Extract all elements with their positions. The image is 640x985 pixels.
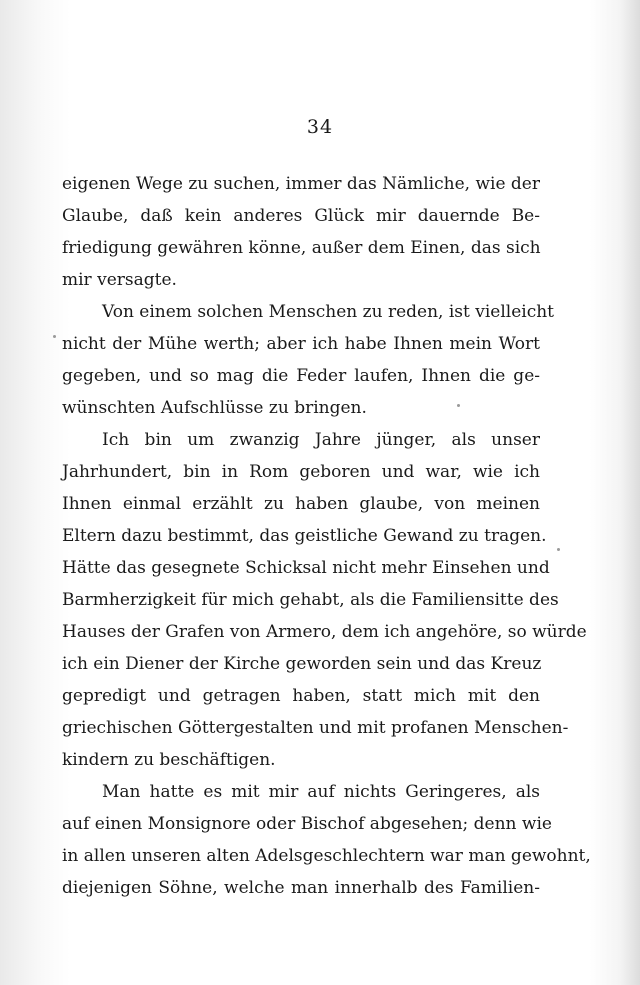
- text-line: Von einem solchen Menschen zu reden, ist vielleicht: [102, 302, 555, 322]
- scan-speck: [457, 404, 460, 407]
- text-line: gepredigt und getragen haben, statt mich mit den: [62, 686, 540, 706]
- page-number: 34: [306, 116, 334, 138]
- body-text: [62, 168, 591, 904]
- text-line: Hauses der Grafen von Armero, dem ich angehöre, so würde: [62, 622, 587, 642]
- text-line: Ich bin um zwanzig Jahre jünger, als unser: [102, 430, 540, 450]
- text-line: diejenigen Söhne, welche man innerhalb des Familien-: [62, 878, 540, 898]
- text-line: Ihnen einmal erzählt zu haben glaube, von meinen: [62, 494, 540, 514]
- text-line: Glaube, daß kein anderes Glück mir dauernde Be-: [62, 206, 540, 226]
- text-line: gegeben, und so mag die Feder laufen, Ihnen die ge-: [62, 366, 540, 386]
- text-line: in allen unseren alten Adelsgeschlechtern war man gewohnt,: [62, 846, 591, 866]
- text-line: nicht der Mühe werth; aber ich habe Ihnen mein Wort: [62, 334, 540, 354]
- text-line: wünschten Aufschlüsse zu bringen.: [62, 398, 367, 418]
- text-line: Man hatte es mit mir auf nichts Geringeres, als: [102, 782, 540, 802]
- text-line: Jahrhundert, bin in Rom geboren und war, wie ich: [62, 462, 540, 482]
- text-line: auf einen Monsignore oder Bischof abgesehen; denn wie: [62, 814, 552, 834]
- text-line: Barmherzigkeit für mich gehabt, als die Familiensitte des: [62, 590, 559, 610]
- scan-speck: [557, 548, 560, 551]
- text-line: mir versagte.: [62, 270, 177, 290]
- text-line: kindern zu beschäftigen.: [62, 750, 276, 770]
- text-line: friedigung gewähren könne, außer dem Einen, das sich: [62, 238, 541, 258]
- text-line: ich ein Diener der Kirche geworden sein und das Kreuz: [62, 654, 542, 674]
- text-line: Hätte das gesegnete Schicksal nicht mehr Einsehen und: [62, 558, 550, 578]
- text-line: Eltern dazu bestimmt, das geistliche Gewand zu tragen.: [62, 526, 547, 546]
- text-line: eigenen Wege zu suchen, immer das Nämliche, wie der: [62, 174, 540, 194]
- scan-speck: [53, 335, 56, 338]
- text-line: griechischen Göttergestalten und mit profanen Menschen-: [62, 718, 569, 738]
